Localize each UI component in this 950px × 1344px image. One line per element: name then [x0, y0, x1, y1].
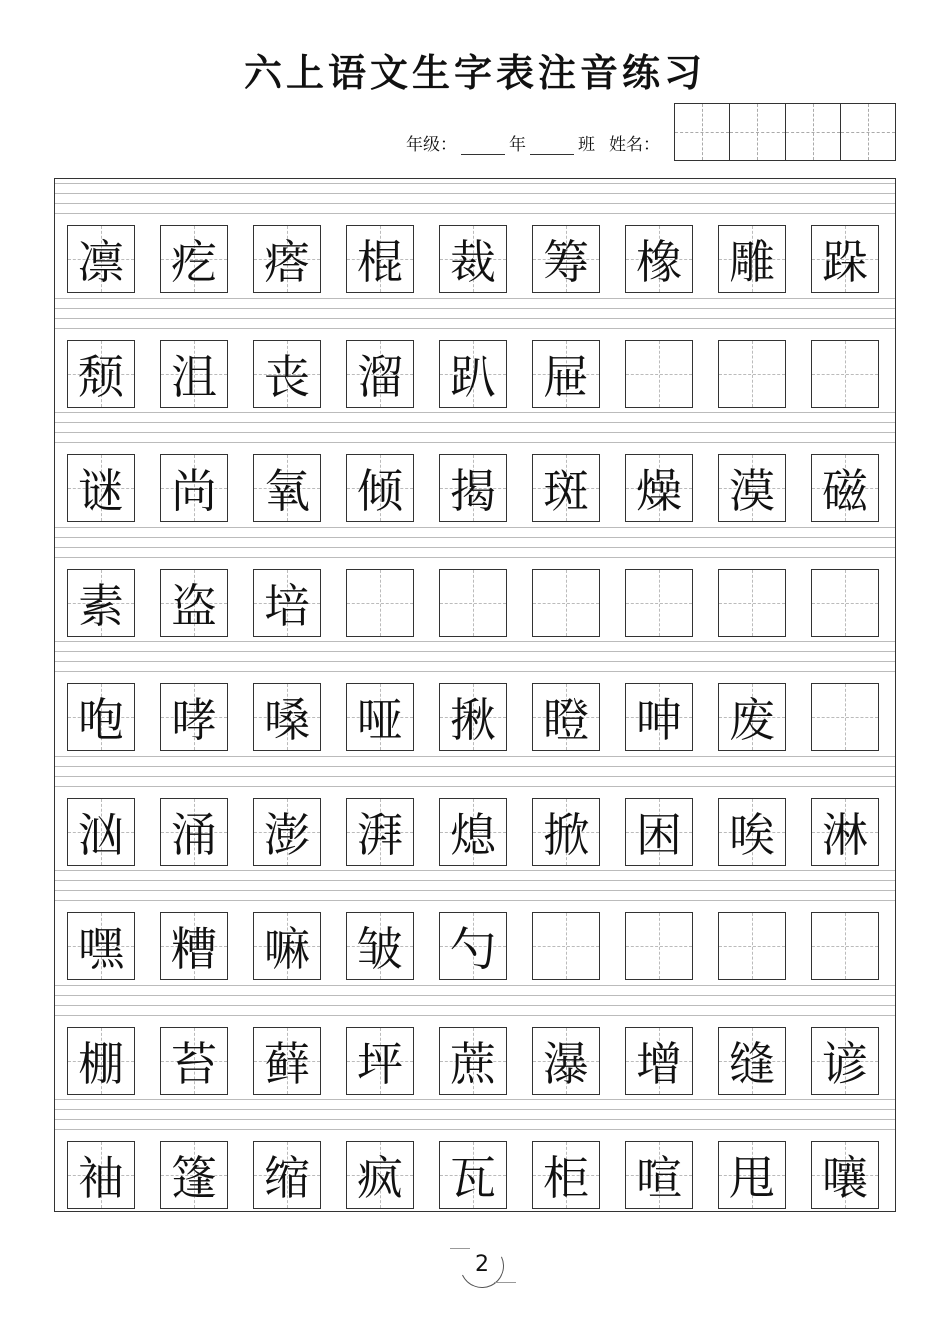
- character-cell[interactable]: [346, 225, 414, 293]
- character-cell[interactable]: [718, 683, 786, 751]
- character-cell[interactable]: [346, 798, 414, 866]
- character-cell[interactable]: [253, 912, 321, 980]
- character-text: 揭: [450, 464, 496, 518]
- character-cell[interactable]: [532, 1141, 600, 1209]
- character-text: 糟: [171, 922, 217, 976]
- character-text: 甩: [729, 1151, 775, 1205]
- character-text: 丧: [264, 349, 310, 404]
- character-text: 燥: [636, 464, 682, 518]
- character-cell[interactable]: [439, 1027, 507, 1095]
- character-cell[interactable]: [718, 454, 786, 522]
- name-label: 姓名：: [609, 135, 660, 155]
- character-cell[interactable]: [253, 1141, 321, 1209]
- character-text: 倾: [357, 464, 403, 518]
- name-box[interactable]: [730, 104, 785, 160]
- grade-blank[interactable]: [461, 140, 505, 155]
- character-cell[interactable]: [67, 569, 135, 637]
- practice-row: [55, 408, 895, 522]
- character-cell[interactable]: [811, 1141, 879, 1209]
- character-text: 瓦: [450, 1151, 496, 1205]
- character-text: 缝: [729, 1036, 775, 1091]
- character-text: 疯: [357, 1151, 403, 1205]
- character-text: 素: [78, 578, 124, 633]
- pinyin-lines[interactable]: [55, 523, 895, 569]
- character-cell[interactable]: [439, 683, 507, 751]
- pinyin-lines[interactable]: [55, 179, 895, 225]
- character-cell[interactable]: [346, 683, 414, 751]
- character-cell[interactable]: [718, 225, 786, 293]
- character-cell[interactable]: [160, 454, 228, 522]
- character-text: 嘿: [78, 922, 124, 976]
- character-cell[interactable]: [811, 569, 879, 637]
- practice-row: [55, 752, 895, 866]
- pinyin-lines[interactable]: [55, 981, 895, 1027]
- character-text: 废: [729, 693, 775, 747]
- character-cell[interactable]: [718, 912, 786, 980]
- page-number-text: 2: [475, 1252, 489, 1277]
- character-text: 嚷: [822, 1151, 868, 1205]
- page-title: 六上语文生字表注音练习: [243, 51, 706, 95]
- character-text: 涌: [171, 807, 217, 862]
- pinyin-lines[interactable]: [55, 866, 895, 912]
- character-cell[interactable]: [160, 1141, 228, 1209]
- character-cell[interactable]: [346, 1141, 414, 1209]
- practice-row: [55, 523, 895, 637]
- character-text: 呻: [636, 693, 682, 747]
- character-text: 柜: [543, 1151, 589, 1205]
- year-label: 年: [509, 135, 526, 155]
- character-cell[interactable]: [160, 798, 228, 866]
- character-cell[interactable]: [67, 454, 135, 522]
- page-number: [458, 1242, 506, 1290]
- character-cell[interactable]: [439, 454, 507, 522]
- character-text: 瀑: [543, 1036, 589, 1091]
- character-text: 汹: [78, 807, 124, 862]
- character-cell[interactable]: [625, 225, 693, 293]
- character-cell[interactable]: [811, 225, 879, 293]
- character-cell[interactable]: [532, 454, 600, 522]
- character-text: 盗: [171, 578, 217, 633]
- character-text: 嗓: [264, 693, 310, 747]
- character-cell[interactable]: [160, 569, 228, 637]
- character-cell[interactable]: [439, 340, 507, 408]
- character-cell[interactable]: [718, 798, 786, 866]
- character-cell[interactable]: [67, 683, 135, 751]
- practice-row: [55, 1095, 895, 1209]
- character-cell[interactable]: [532, 912, 600, 980]
- grade-label: 年级：: [406, 135, 457, 155]
- character-cell[interactable]: [439, 912, 507, 980]
- character-cell[interactable]: [67, 1027, 135, 1095]
- character-cell[interactable]: [253, 225, 321, 293]
- character-cell[interactable]: [253, 683, 321, 751]
- name-box[interactable]: [786, 104, 841, 160]
- character-cell[interactable]: [532, 1027, 600, 1095]
- character-cell[interactable]: [160, 1027, 228, 1095]
- character-cell[interactable]: [625, 454, 693, 522]
- character-text: 斑: [543, 464, 589, 518]
- pinyin-lines[interactable]: [55, 408, 895, 454]
- character-cell[interactable]: [532, 798, 600, 866]
- decor-line: [494, 1282, 516, 1283]
- character-text: 苔: [171, 1036, 217, 1091]
- character-cell[interactable]: [346, 340, 414, 408]
- character-cell[interactable]: [346, 454, 414, 522]
- character-cell[interactable]: [253, 798, 321, 866]
- practice-grid: [54, 178, 896, 1212]
- class-label: 班: [578, 135, 595, 155]
- character-cell[interactable]: [439, 798, 507, 866]
- character-cell[interactable]: [67, 912, 135, 980]
- character-cell[interactable]: [253, 340, 321, 408]
- character-text: 颓: [78, 349, 124, 404]
- character-text: 皱: [357, 922, 403, 976]
- pinyin-lines[interactable]: [55, 752, 895, 798]
- character-cell[interactable]: [625, 1141, 693, 1209]
- character-cell[interactable]: [625, 340, 693, 408]
- practice-row: [55, 637, 895, 751]
- character-cell[interactable]: [160, 340, 228, 408]
- character-text: 漠: [729, 464, 775, 518]
- character-cell[interactable]: [625, 569, 693, 637]
- character-cell[interactable]: [811, 340, 879, 408]
- character-text: 溜: [357, 349, 403, 404]
- student-info: [406, 130, 660, 155]
- pinyin-lines[interactable]: [55, 1095, 895, 1141]
- character-text: 哑: [357, 693, 403, 747]
- character-cell[interactable]: [811, 798, 879, 866]
- class-blank[interactable]: [530, 140, 574, 155]
- character-text: 培: [264, 578, 310, 633]
- practice-row: [55, 866, 895, 980]
- character-cell[interactable]: [346, 569, 414, 637]
- character-text: 湃: [357, 807, 403, 862]
- pinyin-lines[interactable]: [55, 294, 895, 340]
- character-cell[interactable]: [718, 340, 786, 408]
- character-text: 屉: [543, 349, 589, 404]
- character-text: 缩: [264, 1151, 310, 1205]
- character-cell[interactable]: [625, 798, 693, 866]
- character-cell[interactable]: [67, 1141, 135, 1209]
- character-text: 磁: [822, 464, 868, 518]
- character-cell[interactable]: [625, 683, 693, 751]
- character-text: 掀: [543, 807, 589, 862]
- character-text: 沮: [171, 349, 217, 404]
- name-boxes[interactable]: [674, 103, 896, 161]
- practice-row: [55, 179, 895, 293]
- character-cell[interactable]: [811, 454, 879, 522]
- character-cell[interactable]: [625, 912, 693, 980]
- character-cell[interactable]: [253, 1027, 321, 1095]
- character-text: 棍: [357, 235, 403, 289]
- character-text: 淋: [822, 807, 868, 862]
- character-text: 勺: [450, 922, 496, 976]
- character-cell[interactable]: [253, 454, 321, 522]
- character-cell[interactable]: [718, 1141, 786, 1209]
- character-text: 坪: [357, 1036, 403, 1091]
- character-text: 瞪: [543, 693, 589, 747]
- character-text: 蔗: [450, 1036, 496, 1091]
- character-text: 氧: [264, 464, 310, 518]
- character-text: 凛: [78, 235, 124, 289]
- character-text: 唉: [729, 807, 775, 862]
- character-cell[interactable]: [718, 569, 786, 637]
- character-cell[interactable]: [532, 340, 600, 408]
- character-cell[interactable]: [811, 912, 879, 980]
- character-text: 雕: [729, 235, 775, 289]
- character-text: 橡: [636, 235, 682, 289]
- character-text: 筹: [543, 235, 589, 289]
- character-text: 揪: [450, 693, 496, 747]
- character-cell[interactable]: [439, 569, 507, 637]
- character-text: 咆: [78, 693, 124, 747]
- character-cell[interactable]: [67, 798, 135, 866]
- character-cell[interactable]: [532, 569, 600, 637]
- character-cell[interactable]: [67, 340, 135, 408]
- character-cell[interactable]: [439, 225, 507, 293]
- character-text: 篷: [171, 1151, 217, 1205]
- character-text: 跺: [822, 235, 868, 289]
- character-cell[interactable]: [718, 1027, 786, 1095]
- character-text: 裁: [450, 235, 496, 289]
- character-cell[interactable]: [439, 1141, 507, 1209]
- character-text: 疙: [171, 235, 217, 289]
- name-box[interactable]: [841, 104, 895, 160]
- character-cell[interactable]: [160, 225, 228, 293]
- character-cell[interactable]: [253, 569, 321, 637]
- character-cell[interactable]: [811, 683, 879, 751]
- name-box[interactable]: [675, 104, 730, 160]
- character-text: 哮: [171, 693, 217, 747]
- character-cell[interactable]: [811, 1027, 879, 1095]
- character-text: 尚: [171, 464, 217, 518]
- character-text: 澎: [264, 807, 310, 862]
- practice-row: [55, 294, 895, 408]
- character-cell[interactable]: [625, 1027, 693, 1095]
- character-cell[interactable]: [532, 225, 600, 293]
- character-text: 喧: [636, 1151, 682, 1205]
- character-text: 增: [636, 1036, 682, 1091]
- character-text: 熄: [450, 807, 496, 862]
- practice-row: [55, 981, 895, 1095]
- character-text: 谚: [822, 1036, 868, 1091]
- character-cell[interactable]: [67, 225, 135, 293]
- character-text: 趴: [450, 349, 496, 404]
- character-text: 袖: [78, 1151, 124, 1205]
- character-cell[interactable]: [160, 912, 228, 980]
- character-text: 嘛: [264, 922, 310, 976]
- character-cell[interactable]: [346, 912, 414, 980]
- pinyin-lines[interactable]: [55, 637, 895, 683]
- character-text: 瘩: [264, 235, 310, 289]
- character-cell[interactable]: [532, 683, 600, 751]
- character-text: 谜: [78, 464, 124, 518]
- character-text: 困: [636, 807, 682, 862]
- character-text: 棚: [78, 1036, 124, 1091]
- character-cell[interactable]: [346, 1027, 414, 1095]
- character-cell[interactable]: [160, 683, 228, 751]
- character-text: 藓: [264, 1036, 310, 1091]
